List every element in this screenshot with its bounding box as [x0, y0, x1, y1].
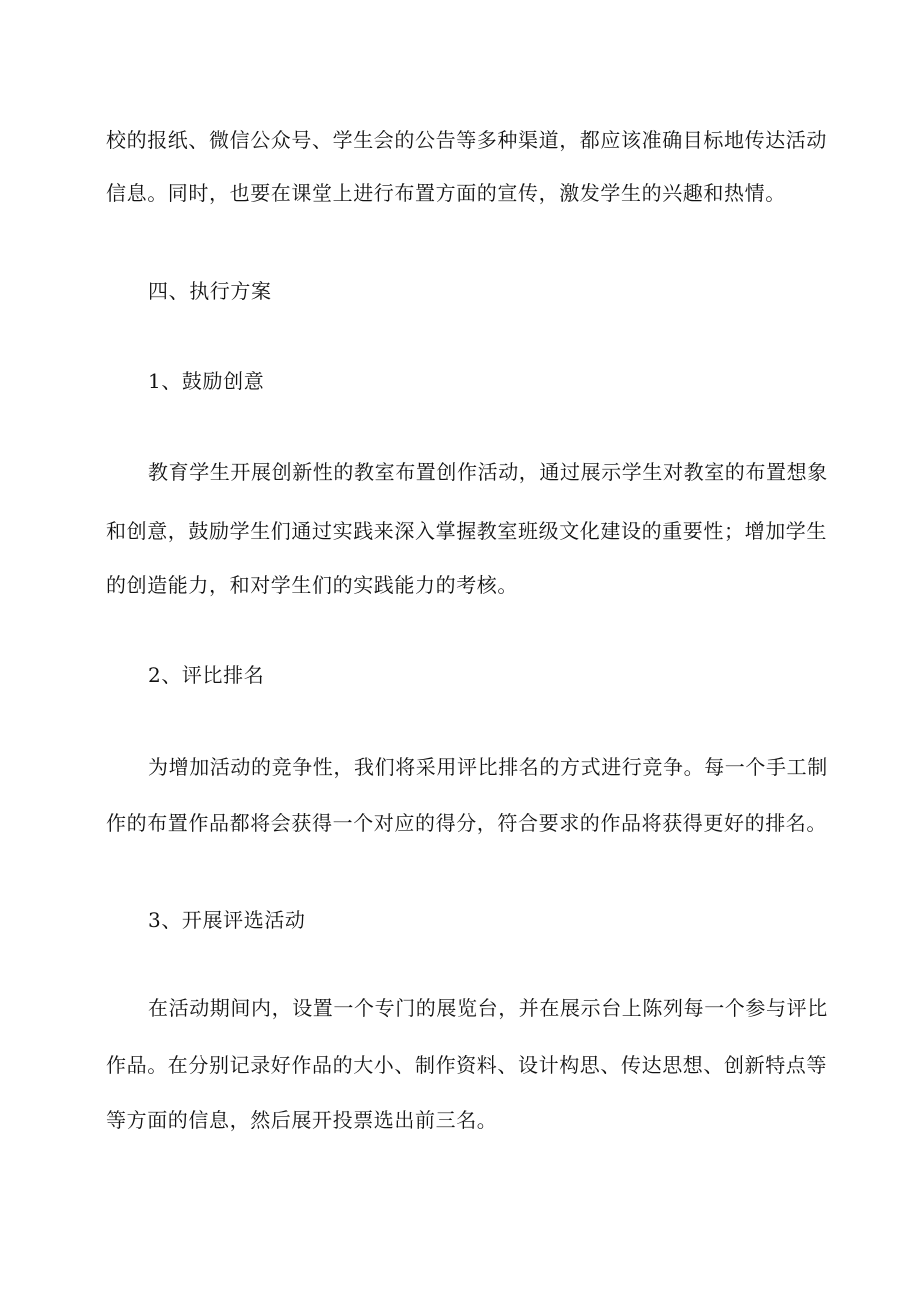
item-1-paragraph-line-2: 和创意，鼓励学生们通过实践来深入掌握教室班级文化建设的重要性；增加学生 [106, 519, 827, 543]
item-3-paragraph-line-2: 作品。在分别记录好作品的大小、制作资料、设计构思、传达思想、创新特点等 [106, 1053, 827, 1077]
item-2-heading: 2、评比排名 [148, 663, 265, 687]
item-3-heading: 3、开展评选活动 [148, 908, 306, 932]
item-3-paragraph-line-3: 等方面的信息，然后展开投票选出前三名。 [106, 1108, 498, 1132]
item-1-paragraph-line-3: 的创造能力，和对学生们的实践能力的考核。 [106, 573, 518, 597]
section-four-heading: 四、执行方案 [148, 279, 272, 303]
item-1-paragraph-line-1: 教育学生开展创新性的教室布置创作活动，通过展示学生对教室的布置想象 [148, 460, 828, 484]
item-1-heading: 1、鼓励创意 [148, 369, 265, 393]
item-3-paragraph-line-1: 在活动期间内，设置一个专门的展览台，并在展示台上陈列每一个参与评比 [148, 996, 828, 1020]
publicity-paragraph-line-1: 校的报纸、微信公众号、学生会的公告等多种渠道，都应该准确目标地传达活动 [106, 128, 827, 152]
item-2-paragraph-line-1: 为增加活动的竞争性，我们将采用评比排名的方式进行竞争。每一个手工制 [148, 755, 828, 779]
item-2-paragraph-line-2: 作的布置作品都将会获得一个对应的得分，符合要求的作品将获得更好的排名。 [106, 811, 827, 835]
publicity-paragraph-line-2: 信息。同时，也要在课堂上进行布置方面的宣传，激发学生的兴趣和热情。 [106, 181, 786, 205]
